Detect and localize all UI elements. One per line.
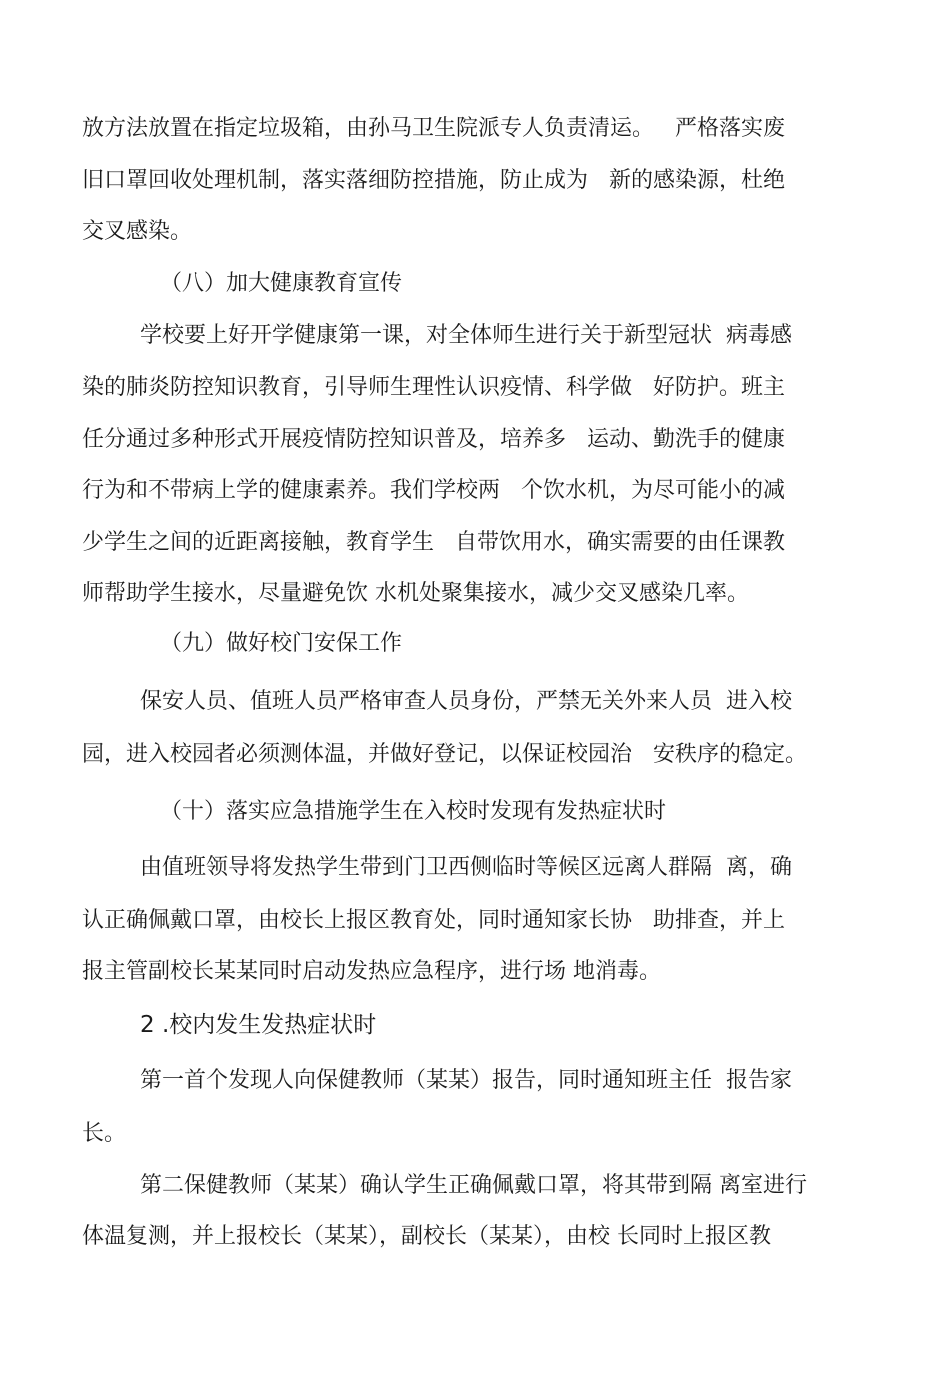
paragraph-line: 体温复测，并上报校长（某某），副校长（某某），由校 长同时上报区教	[82, 1224, 771, 1249]
paragraph-line: 认正确佩戴口罩，由校长上报区教育处，同时通知家长协 助排查，并上	[82, 908, 785, 933]
paragraph-line: 园，进入校园者必须测体温，并做好登记，以保证校园治 安秩序的稳定。	[82, 742, 807, 767]
numbered-heading: 2 .校内发生发热症状时	[140, 1012, 377, 1038]
paragraph-line: 由值班领导将发热学生带到门卫西侧临时等候区远离人群隔 离，确	[140, 855, 792, 880]
paragraph-line: 学校要上好开学健康第一课，对全体师生进行关于新型冠状 病毒感	[140, 323, 792, 348]
paragraph-line: 少学生之间的近距离接触，教育学生 自带饮用水，确实需要的由任课教	[82, 530, 785, 555]
paragraph-line: 师帮助学生接水，尽量避免饮 水机处聚集接水，减少交叉感染几率。	[82, 581, 749, 606]
paragraph-line: 第一首个发现人向保健教师（某某）报告，同时通知班主任 报告家	[140, 1068, 792, 1093]
paragraph-line: 放方法放置在指定垃圾箱，由孙马卫生院派专人负责清运。 严格落实废	[82, 116, 785, 141]
paragraph-line: 任分通过多种形式开展疫情防控知识普及，培养多 运动、勤洗手的健康	[82, 427, 785, 452]
paragraph-line: 旧口罩回收处理机制，落实落细防控措施，防止成为 新的感染源，杜绝	[82, 168, 785, 193]
section-heading: （十）落实应急措施学生在入校时发现有发热症状时	[160, 799, 667, 824]
paragraph-line: 行为和不带病上学的健康素养。我们学校两 个饮水机，为尽可能小的减	[82, 478, 785, 503]
paragraph-line: 长。	[82, 1121, 127, 1146]
paragraph-line: 交叉感染。	[82, 219, 193, 244]
paragraph-line: 染的肺炎防控知识教育，引导师生理性认识疫情、科学做 好防护。班主	[82, 375, 785, 400]
paragraph-line: 第二保健教师（某某）确认学生正确佩戴口罩，将其带到隔 离室进行	[140, 1173, 807, 1198]
paragraph-line: 保安人员、值班人员严格审查人员身份，严禁无关外来人员 进入校	[140, 689, 792, 714]
paragraph-line: 报主管副校长某某同时启动发热应急程序，进行场 地消毒。	[82, 959, 661, 984]
section-heading: （八）加大健康教育宣传	[160, 271, 403, 296]
section-heading: （九）做好校门安保工作	[160, 631, 403, 656]
